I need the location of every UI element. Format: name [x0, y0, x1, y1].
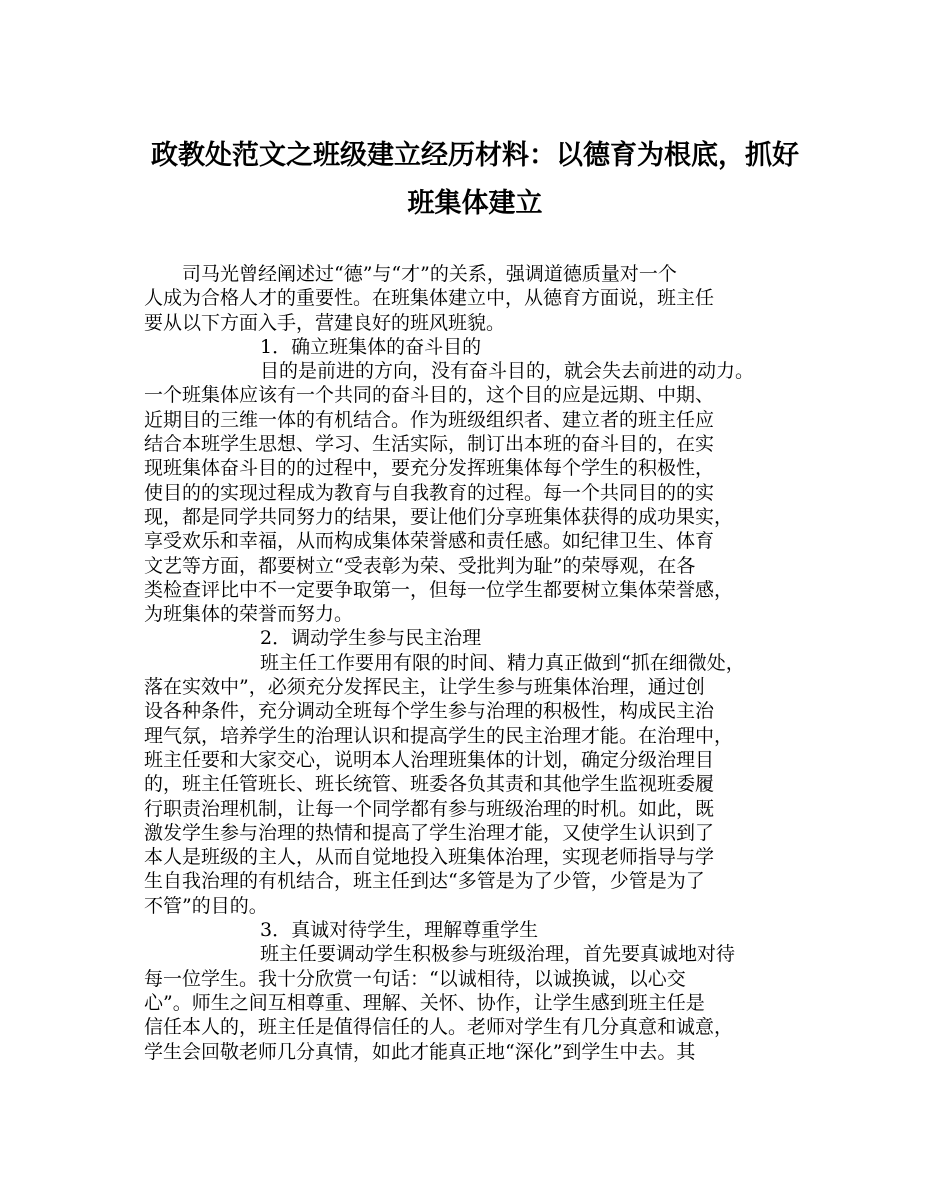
title-line-1: 政教处范文之班级建立经历材料：以德育为根底，抓好 — [151, 140, 799, 171]
body-text-line: 现，都是同学共同努力的结果，要让他们分享班集体获得的成功果实， — [144, 505, 734, 528]
document-body — [144, 262, 824, 1064]
body-text-line: 1．确立班集体的奋斗目的 — [260, 335, 482, 358]
body-text-line: 使目的的实现过程成为教育与自我教育的过程。每一个共同目的的实 — [144, 481, 715, 504]
body-text-line: 本人是班级的主人，从而自觉地投入班集体治理，实现老师指导与学 — [144, 846, 715, 869]
body-text-line: 一个班集体应该有一个共同的奋斗目的，这个目的应是远期、中期、 — [144, 384, 715, 407]
body-text-line: 学生会回敬老师几分真情，如此才能真正地“深化”到学生中去。其 — [144, 1040, 696, 1063]
body-text-line: 班主任要调动学生积极参与班级治理，首先要真诚地对待 — [260, 943, 736, 966]
body-text-line: 班主任要和大家交心，说明本人治理班集体的计划，确定分级治理目 — [144, 748, 715, 771]
body-text-line: 信任本人的，班主任是值得信任的人。老师对学生有几分真意和诚意， — [144, 1016, 734, 1039]
document-title — [120, 132, 830, 228]
body-text-line: 班主任工作要用有限的时间、精力真正做到“抓在细微处， — [260, 651, 745, 674]
body-text-line: 2．调动学生参与民主治理 — [260, 627, 482, 650]
body-text-line: 为班集体的荣誉而努力。 — [144, 603, 354, 626]
body-text-line: 的，班主任管班长、班长统管、班委各负其责和其他学生监视班委履 — [144, 773, 715, 796]
body-text-line: 生自我治理的有机结合，班主任到达“多管是为了少管，少管是为了 — [144, 870, 705, 893]
body-text-line: 行职责治理机制，让每一个同学都有参与班级治理的时机。如此，既 — [144, 797, 715, 820]
body-text-line: 近期目的三维一体的有机结合。作为班级组织者、建立者的班主任应 — [144, 408, 715, 431]
title-line-2: 班集体建立 — [407, 188, 543, 219]
body-text-line: 要从以下方面入手，营建良好的班风班貌。 — [144, 311, 506, 334]
body-text-line: 目的是前进的方向，没有奋斗目的，就会失去前进的动力。 — [260, 360, 755, 383]
body-text-line: 落在实效中”，必须充分发挥民主，让学生参与班集体治理，通过创 — [144, 676, 705, 699]
body-text-line: 3．真诚对待学生，理解尊重学生 — [260, 919, 539, 942]
body-text-line: 文艺等方面，都要树立“受表彰为荣、受批判为耻”的荣辱观，在各 — [144, 554, 696, 577]
body-text-line: 现班集体奋斗目的的过程中，要充分发挥班集体每个学生的积极性， — [144, 457, 715, 480]
body-text-line: 心”。师生之间互相尊重、理解、关怀、协作，让学生感到班主任是 — [144, 991, 705, 1014]
body-text-line: 享受欢乐和幸福，从而构成集体荣誉感和责任感。如纪律卫生、体育 — [144, 530, 715, 553]
body-text-line: 司马光曾经阐述过“德”与“才”的关系，强调道德质量对一个 — [182, 263, 677, 285]
body-text-line: 人成为合格人才的重要性。在班集体建立中，从德育方面说，班主任 — [144, 287, 715, 310]
body-text-line: 不管”的目的。 — [144, 894, 268, 917]
body-text-line: 每一位学生。我十分欣赏一句话：“以诚相待，以诚换诚，以心交 — [144, 967, 686, 990]
body-text-line: 结合本班学生思想、学习、生活实际，制订出本班的奋斗目的，在实 — [144, 433, 715, 456]
body-text-line: 激发学生参与治理的热情和提高了学生治理才能，又使学生认识到了 — [144, 821, 715, 844]
body-text-line: 类检查评比中不一定要争取第一，但每一位学生都要树立集体荣誉感， — [144, 578, 734, 601]
body-text-line: 设各种条件，充分调动全班每个学生参与治理的积极性，构成民主治 — [144, 700, 715, 723]
body-text-line: 理气氛，培养学生的治理认识和提高学生的民主治理才能。在治理中， — [144, 724, 734, 747]
